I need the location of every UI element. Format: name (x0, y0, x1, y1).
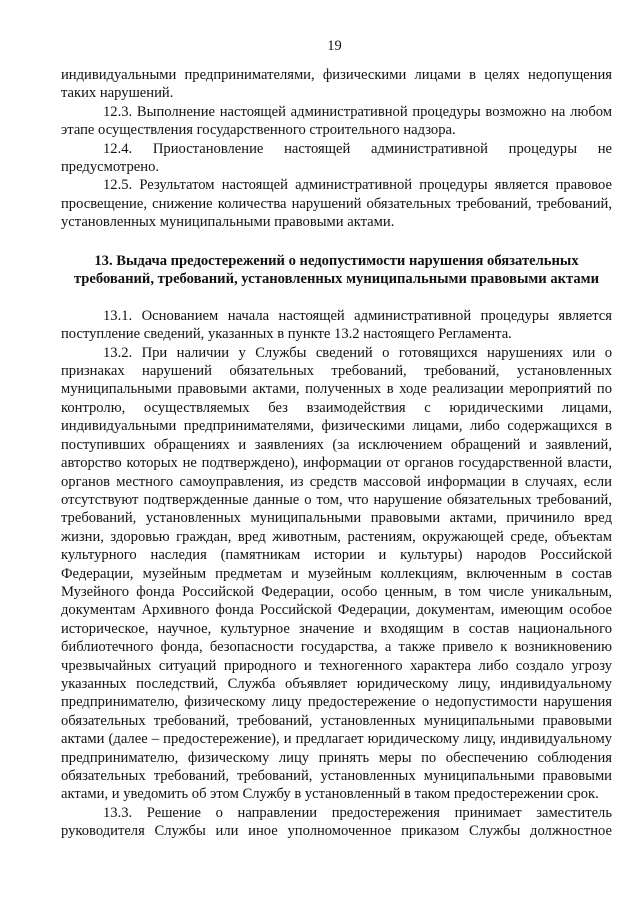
paragraph-12-4: 12.4. Приостановление настоящей административной процедуры не предусмотрено. (61, 140, 612, 176)
section-heading-line-2: требований, требований, установленных муниципальными правовыми актами (73, 271, 600, 288)
paragraph-continuation: индивидуальными предпринимателями, физическими лицами в целях недопущения таких нарушений. (61, 67, 612, 102)
section-12-tail (61, 66, 612, 232)
paragraph-13-3: 13.3. Решение о направлении предостережения принимает заместитель руководителя Службы или иное уполномоченное приказом Службы должностное (61, 804, 612, 840)
paragraph-12-3: 12.3. Выполнение настоящей административной процедуры возможно на любом этапе осуществления государственного строительного надзора. (61, 103, 612, 139)
section-13-heading (61, 252, 612, 289)
page-number: 19 (327, 38, 342, 54)
section-heading-line-1: 13. Выдача предостережений о недопустимости нарушения обязательных (94, 252, 579, 269)
paragraph-13-2: 13.2. При наличии у Службы сведений о готовящихся нарушениях или о признаках нарушений обязательных требований, требований, установленных муниципальными правовыми актами, полученных в ходе реализации мероприятий по контролю, осуществляемых без взаимодействия с юридическими лицами, индивидуальными предпринимателями, физическими лицами, либо содержащихся в поступивших обращениях и заявлениях (за исключением обращений и заявлений, авторство которых не подтверждено), информации от органов государственной власти, органов местного самоуправления, из средств массовой информации в случаях, если отсутствуют подтвержденные данные о том, что нарушение обязательных требований, требований, установленных муниципальными правовыми актами, причинило вред жизни, здоровью граждан, вред животным, растениям, окружающей среде, объектам культурного наследия (памятникам истории и культуры) народов Российской Федерации, музейным предметам и музейным коллекциям, включенным в состав Музейного фонда Российской Федерации, особо ценным, в том числе уникальным, документам Архивного фонда Российской Федерации, документам, имеющим особое историческое, научное, культурное значение и входящим в состав национального библиотечного фонда, безопасности государства, а также привело к возникновению чрезвычайных ситуаций природного и техногенного характера либо создало угрозу указанных последствий, Служба объявляет юридическому лицу, индивидуальному предпринимателю, физическому лицу предостережение о недопустимости нарушения обязательных требований, требований, установленных муниципальными правовыми актами (далее – предостережение), и предлагает юридическому лицу, индивидуальному предпринимателю, физическому лицу принять меры по обеспечению соблюдения обязательных требований, требований, установленных муниципальными правовыми актами, и уведомить об этом Службу в установленный в таком предостережении срок. (61, 344, 612, 803)
section-13-body (61, 307, 612, 841)
paragraph-13-1: 13.1. Основанием начала настоящей административной процедуры является поступление сведений, указанных в пункте 13.2 настоящего Регламента. (61, 307, 612, 343)
paragraph-12-5: 12.5. Результатом настоящей административной процедуры является правовое просвещение, снижение количества нарушений обязательных требований, требований, установленных муниципальными правовыми актами. (61, 177, 612, 231)
